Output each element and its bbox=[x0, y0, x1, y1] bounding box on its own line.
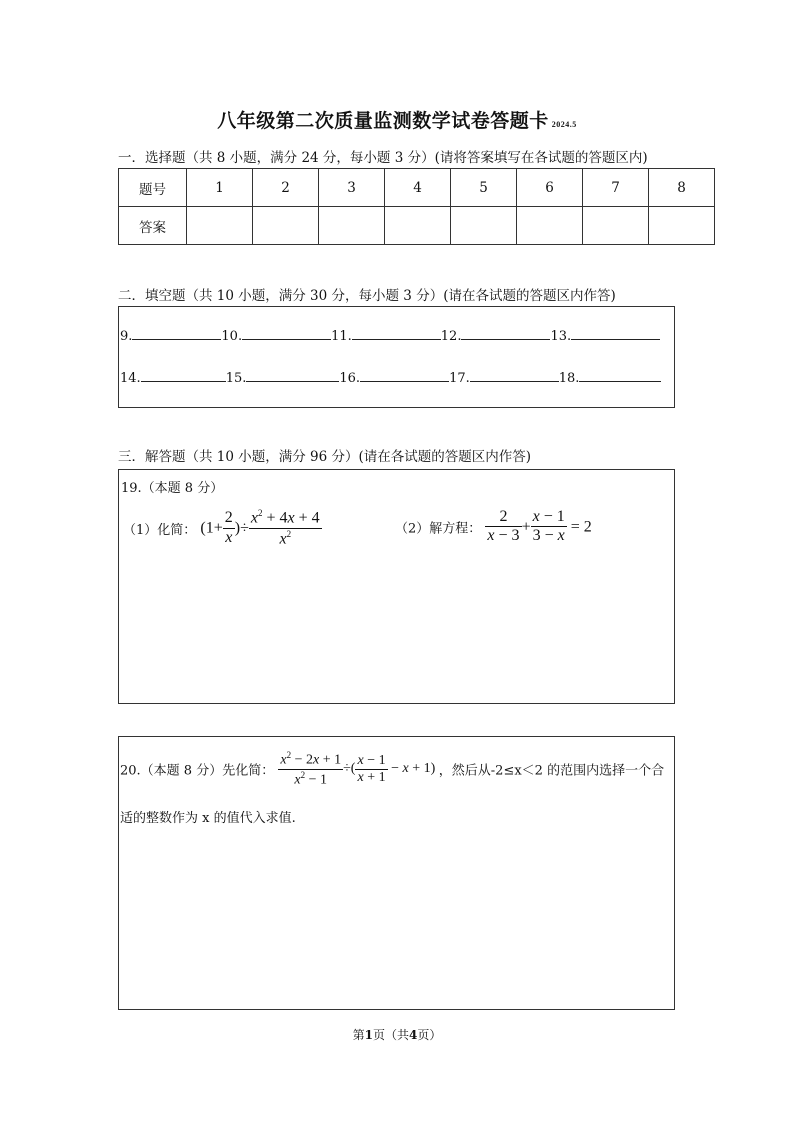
answer-cell[interactable] bbox=[517, 207, 583, 245]
blank-label: 10. bbox=[221, 329, 243, 344]
answer-cell[interactable] bbox=[583, 207, 649, 245]
blank-label: 15. bbox=[225, 371, 247, 386]
footer-suffix: 页） bbox=[417, 1028, 442, 1042]
q19-answer-box[interactable] bbox=[118, 469, 675, 704]
question-number: 8 bbox=[649, 169, 715, 207]
section2-heading: 二．填空题（共 10 小题，满分 30 分，每小题 3 分）(请在各试题的答题区内作答) bbox=[118, 288, 616, 304]
question-number: 1 bbox=[187, 169, 253, 207]
row1-label: 题号 bbox=[119, 169, 187, 207]
footer-mid: 页（共 bbox=[372, 1028, 409, 1042]
q19-header: 19.（本题 8 分） bbox=[121, 481, 224, 496]
blank-label: 12. bbox=[440, 329, 462, 344]
answer-row bbox=[119, 207, 715, 245]
q19-part1 bbox=[123, 508, 322, 548]
q19-part2-label: （2）解方程： bbox=[395, 521, 482, 537]
page-footer bbox=[0, 1026, 794, 1043]
title-date: 2024.5 bbox=[551, 120, 577, 129]
fill-row-2 bbox=[120, 367, 661, 386]
footer-prefix: 第 bbox=[352, 1028, 365, 1042]
answer-cell[interactable] bbox=[187, 207, 253, 245]
page-title bbox=[0, 106, 794, 133]
q20-answer-box[interactable] bbox=[118, 736, 675, 1010]
footer-page-number: 1 bbox=[364, 1028, 373, 1042]
row2-label: 答案 bbox=[119, 207, 187, 245]
blank-label: 11. bbox=[331, 329, 352, 344]
blank-line[interactable] bbox=[571, 325, 660, 340]
footer-total-pages: 4 bbox=[409, 1028, 418, 1042]
question-number: 6 bbox=[517, 169, 583, 207]
answer-cell[interactable] bbox=[253, 207, 319, 245]
section3-heading: 三．解答题（共 10 小题，满分 96 分）(请在各试题的答题区内作答) bbox=[118, 449, 532, 465]
q20-line2: 适的整数作为 x 的值代入求值. bbox=[120, 811, 296, 826]
title-main: 八年级第二次质量监测数学试卷答题卡 bbox=[217, 110, 549, 132]
blank-line[interactable] bbox=[246, 367, 339, 382]
q19-part1-expression: (1+ $\frac{2}{x}$ )÷ $\frac{x^2 + 4x + 4}{x^2}$ bbox=[200, 508, 320, 548]
blank-line[interactable] bbox=[360, 367, 449, 382]
blank-line[interactable] bbox=[461, 325, 550, 340]
q19-part1-label: （1）化简： bbox=[123, 522, 197, 538]
q20-prefix: 20.（本题 8 分）先化简： bbox=[120, 763, 275, 779]
blank-line[interactable] bbox=[579, 367, 661, 382]
question-number: 5 bbox=[451, 169, 517, 207]
q20-statement bbox=[120, 750, 664, 789]
blank-label: 16. bbox=[339, 371, 361, 386]
number-row bbox=[119, 169, 715, 207]
answer-cell[interactable] bbox=[649, 207, 715, 245]
q20-suffix: ，然后从-2≤x＜2 的范围内选择一个合 bbox=[438, 763, 665, 779]
q19-part2-equation: $\frac{2}{x - 3}$ + $\frac{x - 1}{3 - x}$ = 2 bbox=[487, 508, 592, 545]
blank-line[interactable] bbox=[470, 367, 559, 382]
answer-cell[interactable] bbox=[385, 207, 451, 245]
blank-label: 9. bbox=[120, 329, 133, 344]
answer-table bbox=[118, 168, 715, 245]
blank-label: 14. bbox=[120, 371, 141, 386]
blank-label: 13. bbox=[550, 329, 572, 344]
fill-blank-box bbox=[118, 306, 675, 408]
blank-label: 18. bbox=[558, 371, 580, 386]
answer-cell[interactable] bbox=[319, 207, 385, 245]
blank-line[interactable] bbox=[141, 367, 226, 382]
q19-part2 bbox=[395, 508, 592, 546]
question-number: 2 bbox=[253, 169, 319, 207]
fill-row-1 bbox=[120, 325, 660, 344]
answer-cell[interactable] bbox=[451, 207, 517, 245]
question-number: 4 bbox=[385, 169, 451, 207]
blank-line[interactable] bbox=[352, 325, 441, 340]
question-number: 7 bbox=[583, 169, 649, 207]
q20-expression: $\frac{x^2 - 2x + 1}{x^2 - 1}$ ÷( $\frac{x - 1}{x + 1}$ − x + 1) bbox=[280, 750, 436, 788]
blank-line[interactable] bbox=[242, 325, 331, 340]
blank-line[interactable] bbox=[132, 325, 221, 340]
section1-heading: 一．选择题（共 8 小题，满分 24 分，每小题 3 分）(请将答案填写在各试题的答题区内) bbox=[118, 150, 648, 166]
blank-label: 17. bbox=[449, 371, 470, 386]
question-number: 3 bbox=[319, 169, 385, 207]
